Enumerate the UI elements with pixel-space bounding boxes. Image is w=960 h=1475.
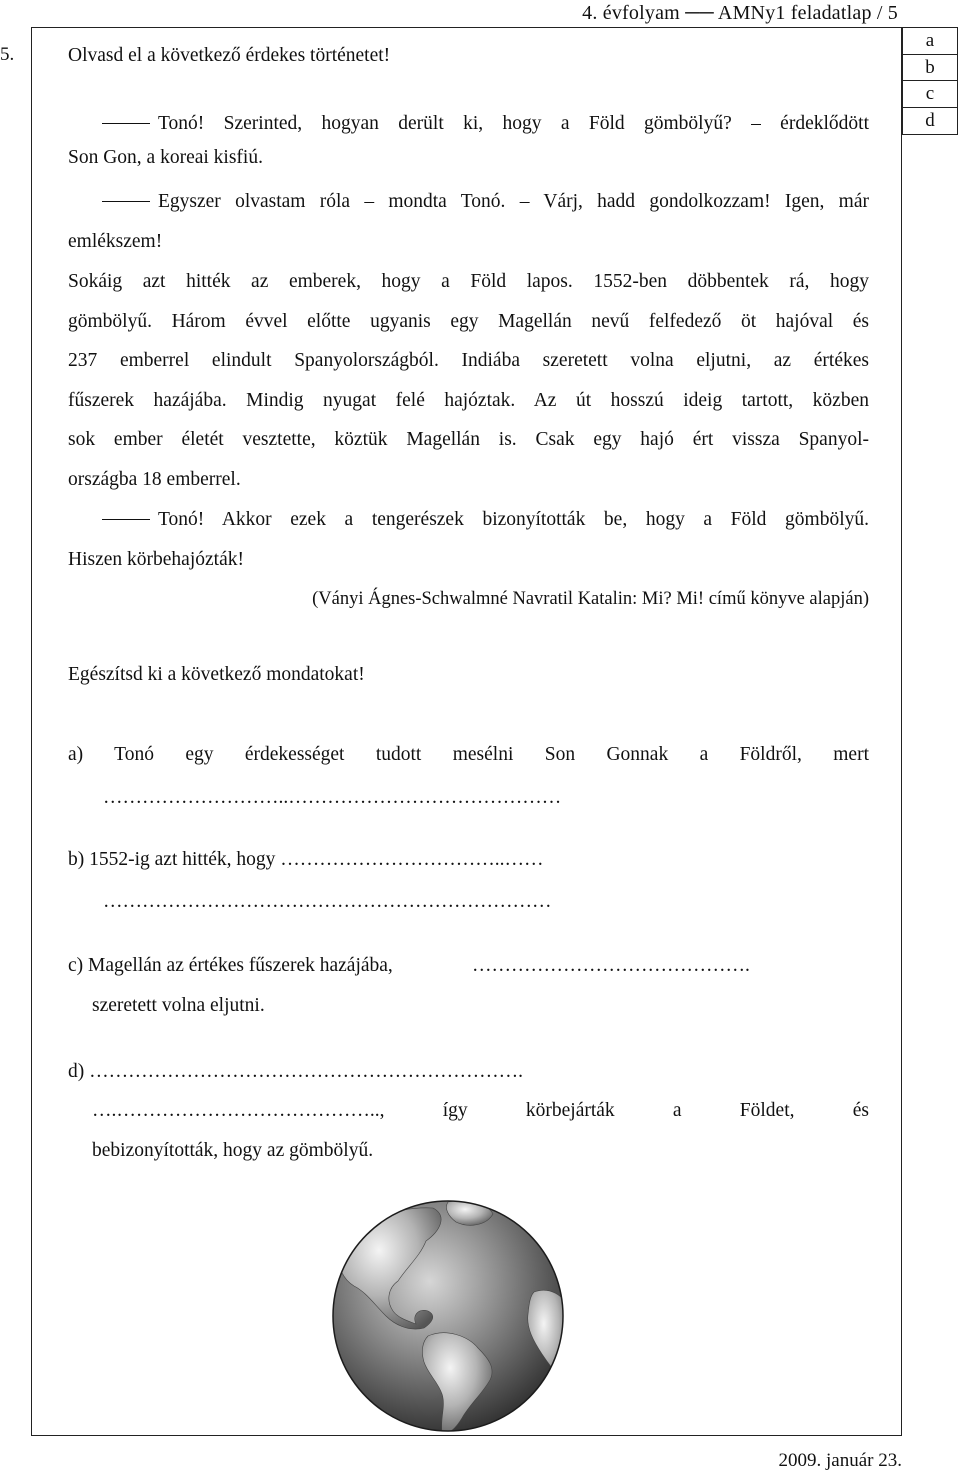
- globe-illustration: [328, 1196, 568, 1436]
- item-c-answer-line[interactable]: …………………………………….: [472, 955, 750, 976]
- story-line-6: gömbölyű. Három évvel előtte ugyanis egy Magellán nevű felfedező öt hajóval és: [68, 311, 869, 332]
- score-box-a: a: [903, 28, 957, 55]
- item-d-line-2: ….………………………………….., így körbejárták a Földet, és: [92, 1100, 869, 1121]
- story-line-2: Son Gon, a koreai kisfiú.: [68, 147, 263, 168]
- item-a-line-1: a) Tonó egy érdekességet tudott mesélni Son Gonnak a Földről, mert: [68, 744, 869, 765]
- item-a-answer-line[interactable]: ………………………..……………………………………: [103, 787, 562, 808]
- item-d-line-3: bebizonyították, hogy az gömbölyű.: [92, 1140, 374, 1161]
- source-citation: (Ványi Ágnes-Schwalmné Navratil Katalin: Mi? Mi! című könyve alapján): [312, 589, 869, 609]
- item-c-line-2: szeretett volna eljutni.: [92, 995, 265, 1016]
- story-line-3: Egyszer olvastam róla – mondta Tonó. – Várj, hadd gondolkozzam! Igen, már: [68, 190, 869, 214]
- instruction: Egészítsd ki a következő mondatokat!: [68, 664, 365, 685]
- item-b-answer-line[interactable]: ……………………………………………………………: [103, 891, 552, 912]
- story-line-7: 237 emberrel elindult Spanyolországból. Indiába szeretett volna eljutni, az értékes: [68, 350, 869, 371]
- item-c-line-1: c) Magellán az értékes fűszerek hazájába,: [68, 955, 393, 976]
- story-line-4: emlékszem!: [68, 231, 163, 252]
- story-line-1: Tonó! Szerinted, hogyan derült ki, hogy a Föld gömbölyű? – érdeklődött: [68, 112, 869, 136]
- story-line-5: Sokáig azt hitték az emberek, hogy a Föld lapos. 1552-ben döbbentek rá, hogy: [68, 271, 869, 292]
- score-box: [902, 27, 958, 135]
- story-line-12: Hiszen körbehajózták!: [68, 549, 244, 570]
- task-number: 5.: [0, 44, 15, 65]
- score-box-c: c: [903, 81, 957, 108]
- story-line-10: országba 18 emberrel.: [68, 469, 241, 490]
- dash-mark: [102, 519, 150, 520]
- page-header: 4. évfolyam ── AMNy1 feladatlap / 5: [582, 2, 898, 24]
- story-line-9: sok ember életét vesztette, köztük Magellán is. Csak egy hajó ért vissza Spanyol-: [68, 429, 869, 450]
- story-line-11: Tonó! Akkor ezek a tengerészek bizonyították be, hogy a Föld gömbölyű.: [68, 508, 869, 532]
- page-footer: 2009. január 23.: [778, 1450, 902, 1471]
- dash-mark: [102, 123, 150, 124]
- task-title: Olvasd el a következő érdekes történetet!: [68, 45, 391, 66]
- score-box-b: b: [903, 55, 957, 82]
- dash-mark: [102, 201, 150, 202]
- item-b-line-1: b) 1552-ig azt hitték, hogy ……………………………..……: [68, 849, 544, 870]
- story-line-8: fűszerek hazájába. Mindig nyugat felé hajóztak. Az út hosszú ideig tartott, közben: [68, 390, 869, 411]
- item-d-answer-line[interactable]: d) ………………………………………………………….: [68, 1061, 523, 1082]
- score-box-d: d: [925, 109, 935, 131]
